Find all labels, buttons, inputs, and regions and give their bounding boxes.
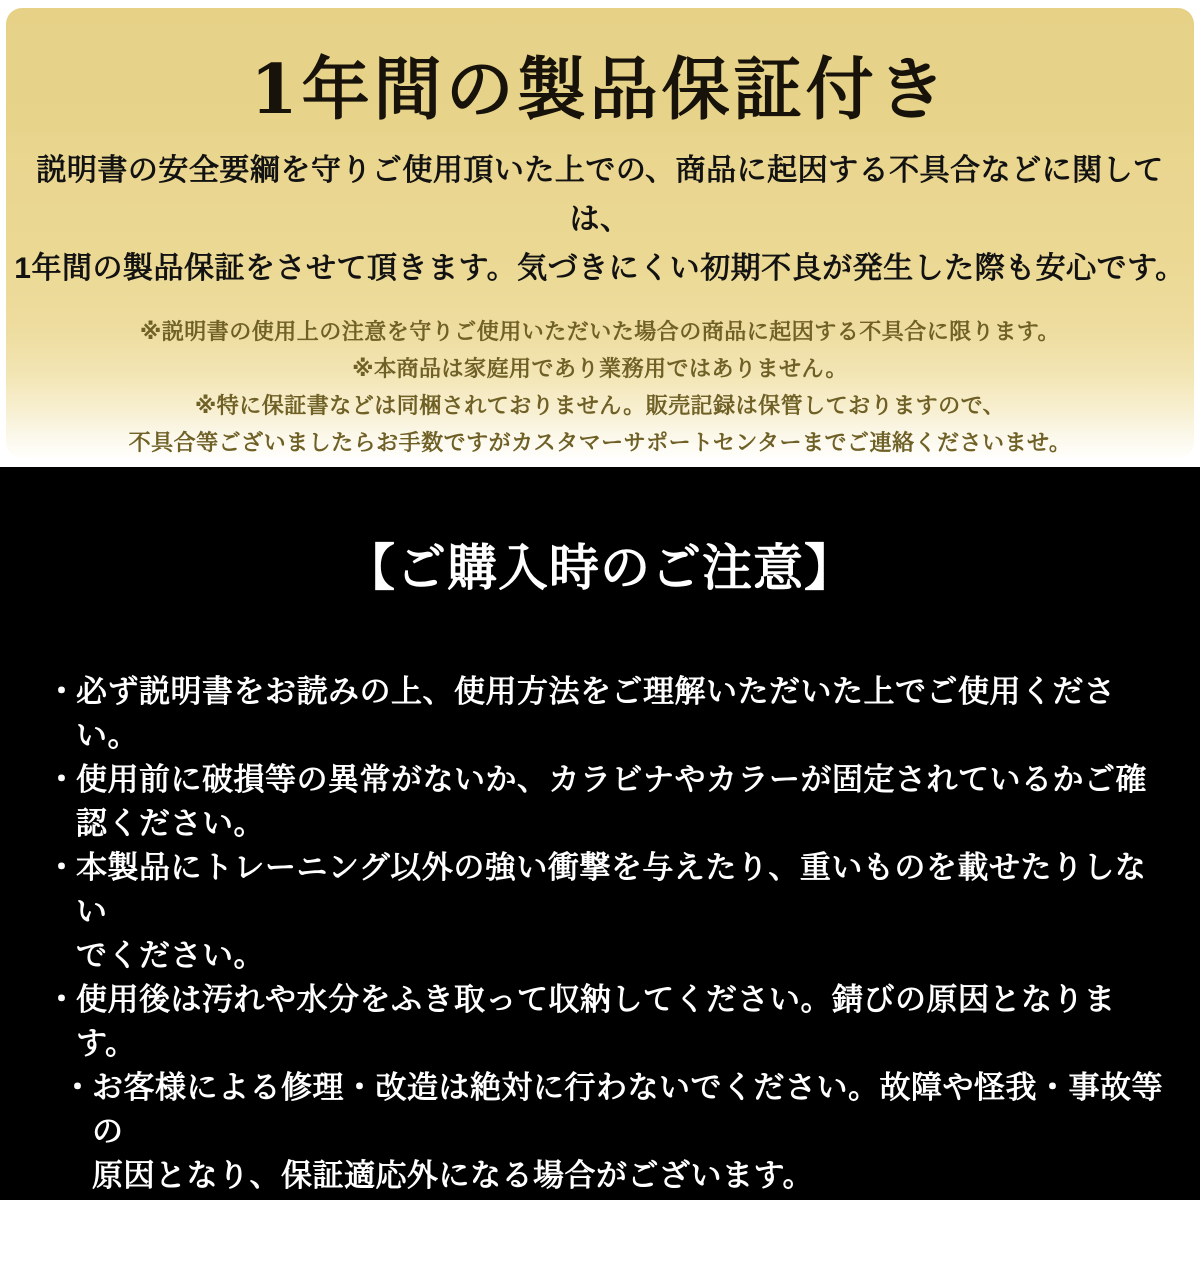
purchase-notice-section xyxy=(0,467,1200,1281)
notice-item-line: 使用後は汚れや水分をふき取って収納してください。錆びの原因となります。 xyxy=(76,981,1116,1061)
notice-item xyxy=(46,758,1164,846)
notice-item-text xyxy=(76,846,1164,978)
notice-item xyxy=(62,1066,1164,1198)
notice-item-line: 使用前に破損等の異常がないか、カラビナやカラーが固定されているかご確 xyxy=(76,761,1147,797)
warranty-note-line: ※本商品は家庭用であり業務用ではありません。 xyxy=(352,355,848,381)
notice-item-line: 本製品にトレーニング以外の強い衝撃を与えたり、重いものを載せたりしない xyxy=(76,849,1147,929)
notice-item-line: お客様による修理・改造は絶対に行わないでください。故障や怪我・事故等の xyxy=(92,1069,1163,1149)
notice-item-text xyxy=(92,1198,1164,1286)
bullet-marker: ・ xyxy=(62,1069,94,1105)
notice-item xyxy=(62,1198,1164,1286)
notice-item-line: LEADING EDGEは株式会社ＹＯＣＡＢＩＴＯの登録商標です。 xyxy=(92,1201,993,1237)
bullet-marker: ・ xyxy=(46,673,78,709)
notice-item-line: 必ず説明書をお読みの上、使用方法をご理解いただいた上でご使用ください。 xyxy=(76,673,1116,753)
notice-item-line: 認ください。 xyxy=(76,805,265,841)
notice-item-line: 類似品やコピー品にご注意ください。 xyxy=(92,1245,627,1281)
notice-item xyxy=(46,978,1164,1066)
warranty-notes xyxy=(6,313,1194,461)
notice-item xyxy=(46,846,1164,978)
purchase-notice-list xyxy=(0,670,1200,1286)
notice-item-line: でください。 xyxy=(76,937,265,973)
bullet-marker: ・ xyxy=(46,849,78,885)
warranty-body-line: 1年間の製品保証をさせて頂きます。気づきにくい初期不良が発生した際も安心です。 xyxy=(14,251,1186,285)
bullet-marker: ・ xyxy=(46,761,78,797)
notice-item xyxy=(46,670,1164,758)
warranty-panel xyxy=(6,8,1194,458)
bullet-marker: ・ xyxy=(62,1201,94,1237)
warranty-note-line: 不具合等ございましたらお手数ですがカスタマーサポートセンターまでご連絡くださいませ。 xyxy=(128,429,1072,455)
notice-item-text xyxy=(76,758,1164,846)
warranty-body-line: 説明書の安全要綱を守りご使用頂いた上での、商品に起因する不具合などに関しては、 xyxy=(36,153,1164,236)
warranty-note-line: ※説明書の使用上の注意を守りご使用いただいた場合の商品に起因する不具合に限ります。 xyxy=(139,318,1061,344)
notice-item-text xyxy=(92,1066,1164,1198)
bullet-marker: ・ xyxy=(46,981,78,1017)
notice-item-text xyxy=(76,978,1164,1066)
purchase-notice-title: 【ご購入時のご注意】 xyxy=(345,540,855,596)
warranty-note-line: ※特に保証書などは同梱されておりません。販売記録は保管しておりますので、 xyxy=(194,392,1006,418)
notice-item-text xyxy=(76,670,1164,758)
notice-item-line: 原因となり、保証適応外になる場合がございます。 xyxy=(92,1157,815,1193)
warranty-title: 1年間の製品保証付き xyxy=(250,50,950,130)
warranty-body xyxy=(6,146,1194,293)
